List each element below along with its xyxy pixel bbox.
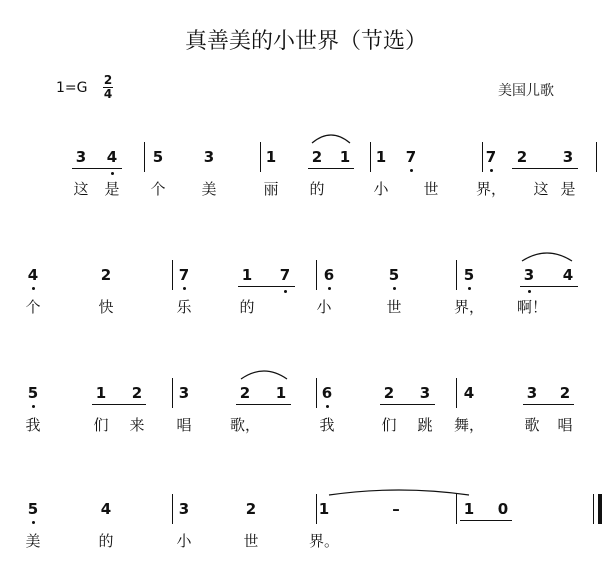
lyric-syllable: 快 (98, 298, 114, 316)
note: 5 (388, 266, 400, 284)
lyric-syllable: 歌， (229, 416, 261, 434)
note: 2 (516, 148, 528, 166)
note: 1 (375, 148, 387, 166)
note: 3 (562, 148, 574, 166)
note: 2 (100, 266, 112, 284)
note: 3 (203, 148, 215, 166)
lyric-syllable: 歌 (524, 416, 540, 434)
note: 2 (239, 384, 251, 402)
note: 4 (100, 500, 112, 518)
note: 3 (178, 500, 190, 518)
lyric-syllable: 们 (93, 416, 109, 434)
note: – (392, 500, 400, 518)
time-signature-top: 2 (103, 73, 113, 87)
lyric-syllable: 的 (98, 532, 114, 550)
note: 3 (526, 384, 538, 402)
final-bar-thin (593, 494, 594, 524)
song-origin: 美国儿歌 (498, 83, 554, 99)
note: 1 (95, 384, 107, 402)
lyric-syllable: 唱 (557, 416, 573, 434)
note: 7 (485, 148, 497, 166)
note: 2 (311, 148, 323, 166)
note: 3 (75, 148, 87, 166)
note: 7 (405, 148, 417, 166)
lyric-syllable: 丽 (263, 180, 279, 198)
song-title: 真善美的小世界（节选） (184, 29, 427, 54)
lyric-syllable: 世 (243, 532, 259, 550)
lyric-syllable: 乐 (176, 298, 192, 316)
note: 2 (383, 384, 395, 402)
lyric-syllable: 世 (423, 180, 439, 198)
lyric-syllable: 我 (25, 416, 41, 434)
note: 6 (323, 266, 335, 284)
lyric-syllable: 界。 (308, 532, 340, 550)
lyric-syllable: 我 (319, 416, 335, 434)
key-signature: 1=G (56, 80, 88, 96)
lyric-syllable: 舞， (453, 416, 485, 434)
note: 2 (559, 384, 571, 402)
note: 2 (245, 500, 257, 518)
lyric-syllable: 美 (25, 532, 41, 550)
lyric-syllable: 界， (475, 180, 507, 198)
note: 1 (339, 148, 351, 166)
note: 3 (178, 384, 190, 402)
note: 3 (523, 266, 535, 284)
note: 2 (131, 384, 143, 402)
note: 4 (27, 266, 39, 284)
lyric-syllable: 世 (386, 298, 402, 316)
time-signature-bottom: 4 (103, 87, 113, 101)
note: 7 (279, 266, 291, 284)
lyric-syllable: 这 (73, 180, 89, 198)
lyric-syllable: 界， (453, 298, 485, 316)
note: 1 (318, 500, 330, 518)
slur (329, 490, 469, 495)
lyric-syllable: 美 (201, 180, 217, 198)
note: 4 (562, 266, 574, 284)
note: 0 (497, 500, 509, 518)
lyric-syllable: 个 (25, 298, 41, 316)
note: 1 (265, 148, 277, 166)
note: 1 (463, 500, 475, 518)
note: 5 (27, 500, 39, 518)
lyric-syllable: 跳 (417, 416, 433, 434)
lyric-syllable: 是 (560, 180, 576, 198)
lyric-syllable: 的 (309, 180, 325, 198)
note: 1 (275, 384, 287, 402)
note: 5 (152, 148, 164, 166)
note: 5 (27, 384, 39, 402)
note: 3 (419, 384, 431, 402)
lyric-syllable: 们 (381, 416, 397, 434)
lyric-syllable: 小 (176, 532, 192, 550)
note: 6 (321, 384, 333, 402)
lyric-syllable: 小 (316, 298, 332, 316)
lyric-syllable: 的 (239, 298, 255, 316)
lyric-syllable: 来 (129, 416, 145, 434)
note: 1 (241, 266, 253, 284)
note: 4 (106, 148, 118, 166)
final-bar-thick (598, 494, 602, 524)
note: 4 (463, 384, 475, 402)
note: 5 (463, 266, 475, 284)
lyric-syllable: 个 (150, 180, 166, 198)
lyric-syllable: 唱 (176, 416, 192, 434)
lyric-syllable: 啊！ (516, 298, 548, 316)
note: 7 (178, 266, 190, 284)
lyric-syllable: 这 (533, 180, 549, 198)
lyric-syllable: 小 (373, 180, 389, 198)
lyric-syllable: 是 (104, 180, 120, 198)
